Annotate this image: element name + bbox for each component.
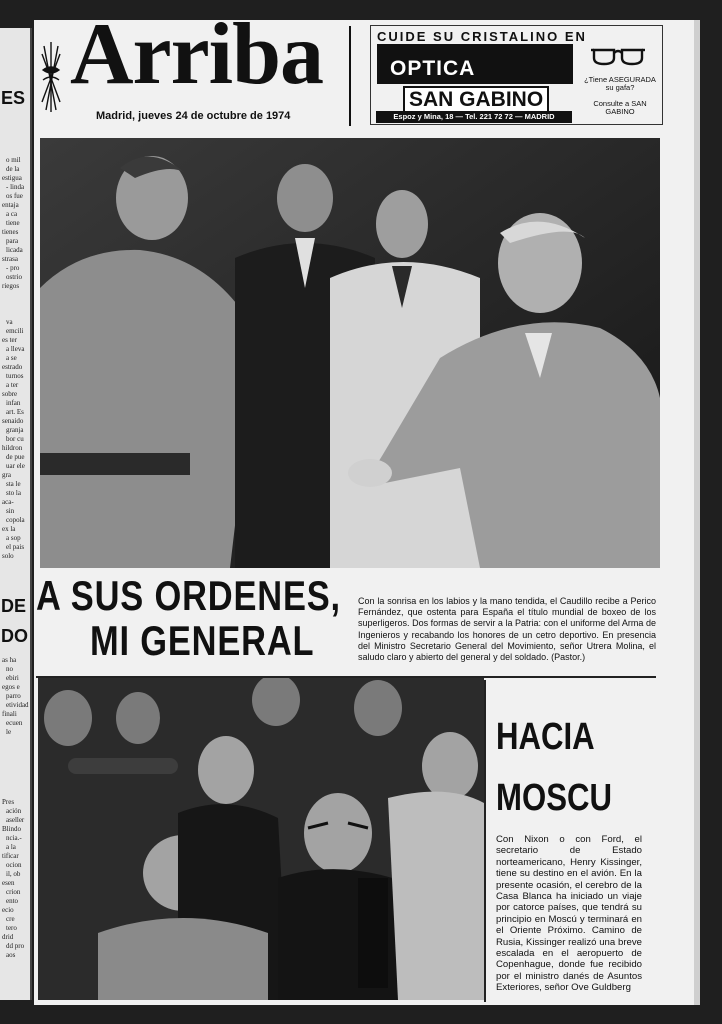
adjacent-page-fragment: Blindo xyxy=(2,825,22,833)
adjacent-page-fragment: ostrio xyxy=(6,273,22,281)
ad-address: Espoz y Mina, 18 — Tel. 221 72 72 — MADRID xyxy=(376,111,572,123)
adjacent-page-fragment: strasa xyxy=(2,255,18,263)
adjacent-page-fragment: a sop xyxy=(6,534,21,542)
ad-name-line2: SAN GABINO xyxy=(403,86,549,114)
adjacent-page-fragment: bor cu xyxy=(6,435,24,443)
adjacent-page-fragment: il, ob xyxy=(6,870,21,878)
adjacent-page-fragment: de la xyxy=(6,165,20,173)
adjacent-page-fragment: a ter xyxy=(6,381,19,389)
adjacent-page-fragment: finali xyxy=(2,710,17,718)
adjacent-page-fragment: - linda xyxy=(6,183,25,191)
adjacent-page-fragment: gra xyxy=(2,471,11,479)
adjacent-page-strip xyxy=(0,28,32,1000)
adjacent-page-fragment: dd pro xyxy=(6,942,25,950)
masthead-divider xyxy=(349,26,351,126)
adjacent-page-fragment: senaido xyxy=(2,417,24,425)
side-headline-line1: HACIA xyxy=(496,716,595,758)
adjacent-page-fragment: os fue xyxy=(6,192,23,200)
adjacent-page-fragment: a se xyxy=(6,354,17,362)
ad-name-line1: OPTICA xyxy=(390,57,476,80)
adjacent-page-fragment: tificar xyxy=(2,852,19,860)
adjacent-page-fragment: ocion xyxy=(6,861,22,869)
side-article-body: Con Nixon o con Ford, el secretario de Estado norteamericano, Henry Kissinger, tiene su destino en el avión. En la presente ocasión, el cerebro de la Casa Blanca ha iniciado un viaje por catorce países, que tendrá su principio en Moscú y terminará en el Oriente Próximo. Camino de Rusia, Kissinger realizó una breve escalada en el aeropuerto de Copenhague, donde fue recibido por el ministro danés de Asuntos Exteriores, señor Ove Guldberg xyxy=(496,834,642,994)
adjacent-page-fragment: aos xyxy=(6,951,16,959)
adjacent-page-fragment: uar ele xyxy=(6,462,25,470)
adjacent-page-fragment: para xyxy=(6,237,19,245)
adjacent-page-fragment: egos e xyxy=(2,683,20,691)
adjacent-page-fragment: ento xyxy=(6,897,19,905)
adjacent-page-fragment: ES xyxy=(1,88,26,108)
adjacent-page-fragment: - pro xyxy=(6,264,20,272)
adjacent-page-fragment: a ca xyxy=(6,210,18,218)
main-headline-line2: MI GENERAL xyxy=(90,617,315,664)
eyeglasses-icon xyxy=(590,44,646,66)
adjacent-page-fragment: ecuen xyxy=(6,719,23,727)
adjacent-page-fragment: DO xyxy=(1,626,28,646)
adjacent-page-fragment: tienes xyxy=(2,228,19,236)
adjacent-page-fragment: riegos xyxy=(2,282,20,290)
adjacent-page-fragment: a la xyxy=(6,843,16,851)
adjacent-page-fragment: tero xyxy=(6,924,17,932)
yoke-and-arrows-emblem xyxy=(40,40,62,114)
adjacent-page-fragment: solo xyxy=(2,552,14,560)
adjacent-page-fragment: es ter xyxy=(2,336,17,344)
column-rule xyxy=(484,680,486,1002)
adjacent-page-fragment: ncia.- xyxy=(6,834,22,842)
adjacent-page-fragment: granja xyxy=(6,426,24,434)
adjacent-page-fragment: sta le xyxy=(6,480,21,488)
photo-handshake xyxy=(40,138,660,568)
adjacent-page-fragment: no xyxy=(6,665,13,673)
adjacent-page-fragment: as ha xyxy=(2,656,17,664)
adjacent-page-fragment: drid xyxy=(2,933,14,941)
adjacent-page-fragment: le xyxy=(6,728,12,736)
adjacent-page-fragment: art. Es xyxy=(6,408,24,416)
adjacent-page-fragment: Pres xyxy=(2,798,15,806)
main-headline-line1: A SUS ORDENES, xyxy=(36,572,341,619)
adjacent-page-fragment: ebiri xyxy=(6,674,19,682)
adjacent-page-fragment: parro xyxy=(6,692,21,700)
adjacent-page-fragment: DE xyxy=(1,596,27,616)
adjacent-page-fragment: o mil xyxy=(6,156,21,164)
adjacent-page-fragment: ación xyxy=(6,807,22,815)
adjacent-page-fragment: turnos xyxy=(6,372,24,380)
dateline: Madrid, jueves 24 de octubre de 1974 xyxy=(96,110,291,122)
photo-press-crowd xyxy=(38,678,484,1000)
adjacent-page-fragment: va xyxy=(6,318,13,326)
adjacent-page-fragment: emcili xyxy=(6,327,24,335)
adjacent-page-fragment: de pue xyxy=(6,453,25,461)
adjacent-page-fragment: crion xyxy=(6,888,21,896)
adjacent-page-fragment: copola xyxy=(6,516,25,524)
adjacent-page-fragment: infan xyxy=(6,399,21,407)
adjacent-page-fragment: a lleva xyxy=(6,345,25,353)
ad-consult: Consulte a SAN GABINO xyxy=(593,99,647,116)
page-edge xyxy=(694,20,700,1005)
adjacent-page-fragment: entaja xyxy=(2,201,19,209)
adjacent-page-fragment: etividad xyxy=(6,701,29,709)
adjacent-page-fragment: estigua xyxy=(2,174,22,182)
adjacent-page-fragment: tiene xyxy=(6,219,20,227)
adjacent-page-fragment: hildron xyxy=(2,444,23,452)
adjacent-page-fragment: ecio xyxy=(2,906,14,914)
adjacent-page-fragment: licada xyxy=(6,246,23,254)
adjacent-page-fragment: esen xyxy=(2,879,15,887)
adjacent-page-fragment: aseller xyxy=(6,816,25,824)
adjacent-page-fragment: cre xyxy=(6,915,15,923)
adjacent-page-fragment: sto la xyxy=(6,489,21,497)
adjacent-page-fragment: ex la xyxy=(2,525,16,533)
adjacent-page-fragment: sin xyxy=(6,507,15,515)
side-headline-line2: MOSCU xyxy=(496,777,612,819)
photo-caption: Con la sonrisa en los labios y la mano tendida, el Caudillo recibe a Perico Fernández, que ostenta para España el título mundial de boxeo de los superligeros. Dos formas de servir a la Patria: con el uniforme del Arma de Ingenieros y recabando los honores de un cetro deportivo. En presencia del Ministro Secretario General del Movimiento, señor Utrera Molina, el saludo claro y abierto del general y del soldado. (Pastor.) xyxy=(358,596,656,663)
adjacent-page-fragment: sobre xyxy=(2,390,18,398)
ad-headline: CUIDE SU CRISTALINO EN xyxy=(377,29,587,44)
ad-question: ¿Tiene ASEGURADA su gafa? xyxy=(584,75,656,92)
newspaper-logo: Arriba xyxy=(70,6,324,103)
adjacent-page-fragment: aca- xyxy=(2,498,14,506)
adjacent-page-fragment: el pais xyxy=(6,543,25,551)
adjacent-page-fragment: estrado xyxy=(2,363,23,371)
